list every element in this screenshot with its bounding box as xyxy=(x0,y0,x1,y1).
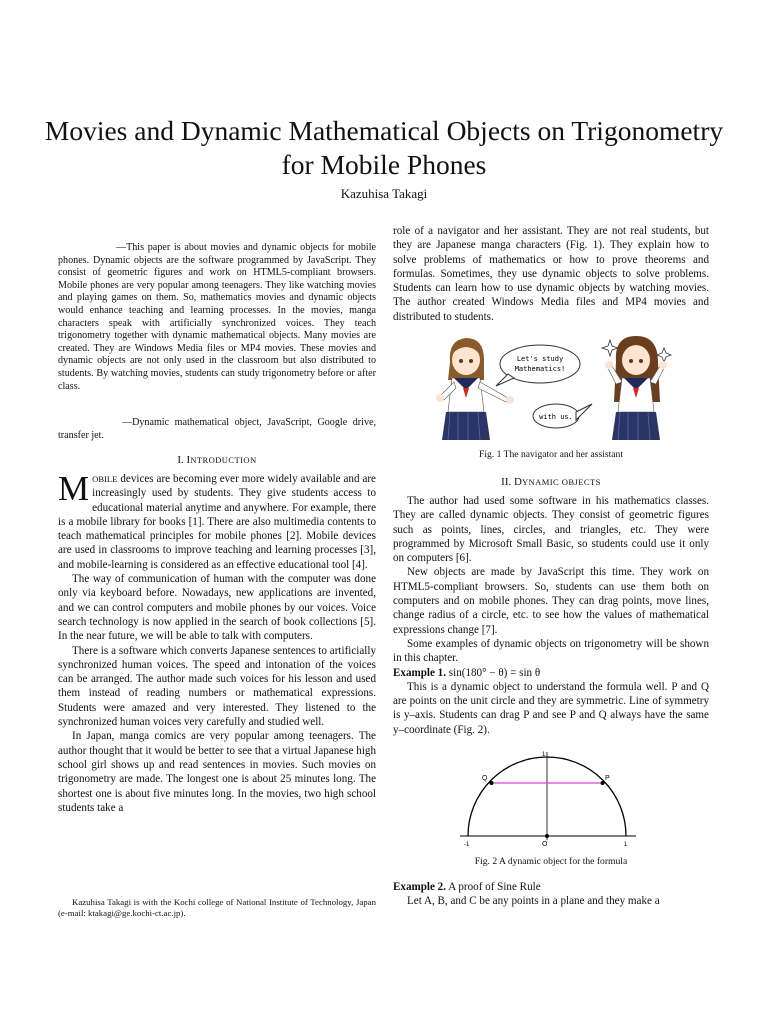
label-q: Q xyxy=(482,775,488,782)
intro-paragraph-2: The way of communication of human with the computer was done only via keyboard before. Nowadays, new applications are invented, and we can control computers and mobile phones by our voices. Voice search technology is now applied in the search of book collections [5]. In the near future, we will be able to talk with computers. xyxy=(58,573,376,643)
drop-cap-rest: OBILE xyxy=(92,474,118,484)
bubble-text-2: with us. xyxy=(539,413,573,421)
section-title-first: D xyxy=(513,476,522,488)
point-p[interactable] xyxy=(601,781,605,785)
speech-bubble-2 xyxy=(533,404,592,428)
intro-paragraph-5: role of a navigator and her assistant. They are not real students, but they are Japanese manga characters (Fig. 1). They explain how to solve problems of mathematics or how to prove theorems and formulas. Sometimes, they use dynamic objects to solve problems. Students can learn how to use dynamic objects by watching movies. The author created Windows Media files and MP4 movies and distributed to students. xyxy=(393,225,709,323)
sparkle-icon xyxy=(602,340,618,356)
section-title-first: I xyxy=(186,454,191,466)
label-origin: O xyxy=(542,841,548,848)
label-p: P xyxy=(605,775,610,782)
example-1-heading: Example 1. sin(180° − θ) = sin θ xyxy=(393,666,541,679)
dynamic-objects-body xyxy=(393,494,709,737)
figure-manga-characters xyxy=(428,332,676,440)
figure-1-caption: Fig. 1 The navigator and her assistant xyxy=(479,449,623,460)
section-heading-dynamic-objects xyxy=(393,476,709,488)
intro-continued xyxy=(393,224,709,324)
label-top-1: 1 xyxy=(542,752,546,758)
section-number: II. xyxy=(501,476,514,488)
intro-paragraph-3: There is a software which converts Japanese sentences to artificially synchronized human voices. The speed and intonation of the voices can be arranged. The author made such voices for his lesson and used them instead of reading numbers or mathematical expressions. Students were amazed and very interested. They listened to the synchronized human voices very carefully and studied well. xyxy=(58,644,376,729)
speech-bubble-1 xyxy=(496,345,580,386)
dyn-paragraph-2: New objects are made by JavaScript this time. They work on HTML5-compliant browsers. So, students can use them both on computers and on mobile phones. They can drag points, move lines, change radius of a circle, etc. to see how the values of mathematical expressions change [7]. xyxy=(393,566,709,636)
origin-point xyxy=(545,834,549,838)
drop-cap: M xyxy=(58,469,90,508)
section-title-rest: NTRODUCTION xyxy=(190,455,257,465)
figure-unit-circle xyxy=(452,748,640,852)
author-footnote: Kazuhisa Takagi is with the Kochi college of National Institute of Technology, Japan (e-mail: ktakagi@ge.kochi-ct.ac.jp). xyxy=(58,897,376,918)
abstract xyxy=(58,242,376,393)
index-terms-text: —Dynamic mathematical object, JavaScript, Google drive, transfer jet. xyxy=(58,417,376,441)
example-2-section xyxy=(393,880,709,909)
figure-2-caption: Fig. 2 A dynamic object for the formula xyxy=(474,856,628,867)
example-2-heading: Example 2. A proof of Sine Rule xyxy=(393,881,541,893)
section-heading-introduction xyxy=(58,454,376,466)
index-terms xyxy=(58,417,376,442)
section-title-rest: YNAMIC OBJECTS xyxy=(521,477,601,487)
dyn-paragraph-1: The author had used some software in his mathematics classes. They are called dynamic objects. They consist of geometric figures such as points, lines, circles, and triangles, etc. They were programmed by Microsoft Small Basic, so students could use it only on computers [6]. xyxy=(393,495,709,565)
bubble-text-1b: Mathematics! xyxy=(514,365,566,373)
intro-paragraph-4: In Japan, manga comics are very popular among teenagers. The author thought that it would be better to see that a virtual Japanese high school girl shows up and read sentences in movies. Such movies on trigonometry are made. The longest one is about 25 minutes long. The shortest one is about five minutes long. In the movies, two high school students take a xyxy=(58,730,376,814)
abstract-text: —This paper is about movies and dynamic objects for mobile phones. Dynamic objects are the software programmed by JavaScript. They consist of geometric figures and work on HTML5-compliant browsers. Mobile phones are very popular among teenagers. They like watching movies and playing games on them. So, mathematics movies and dynamic objects would enhance teaching and learning processes. In the movies, manga characters speak with artificially synchronized voices. They teach trigonometry together with dynamic mathematical objects. Many movies are created. They are Windows Media files or MP4 movies. These movies and dynamic objects are not only used in the classroom but also distributed to students. By watching movies, students can study trigonometry before or after class. xyxy=(58,242,376,392)
bubble-text-1a: Let's study xyxy=(516,355,564,363)
label-pos-1: 1 xyxy=(624,842,628,848)
paper-title: Movies and Dynamic Mathematical Objects on Trigonometry for Mobile Phones xyxy=(44,115,724,180)
intro-paragraph-1: MOBILE devices are becoming ever more widely available and are increasingly used by students. They give students access to educational material anytime and anywhere. For example, there is a mobile library for books [1]. There are also multimedia contents to teach mathematical principles for mobile phones [2]. Mobile devices are used in classrooms to improve teaching and learning processes [3], and mobile-learning is considered as an effective educational tool [4]. xyxy=(58,469,376,571)
dyn-paragraph-3: Some examples of dynamic objects on trigonometry will be shown in this chapter. xyxy=(393,637,709,665)
assistant-character xyxy=(605,336,667,440)
dyn-paragraph-5: Let A, B, and C be any points in a plane and they make a xyxy=(407,895,660,908)
section-number: I. xyxy=(177,454,187,466)
sparkle-icon xyxy=(657,348,671,362)
label-neg-1: -1 xyxy=(464,842,470,848)
dyn-paragraph-4: This is a dynamic object to understand the formula well. P and Q are points on the unit circle and they are symmetric. Line of symmetry is y–axis. Students can drag P and see P and Q always have the same y–coordinate (Fig. 2). xyxy=(393,680,709,736)
example-1-formula: sin(180° − θ) = sin θ xyxy=(448,666,541,679)
point-q[interactable] xyxy=(490,781,494,785)
author-name: Kazuhisa Takagi xyxy=(340,186,428,201)
navigator-character xyxy=(436,338,514,440)
introduction-body xyxy=(58,469,376,815)
